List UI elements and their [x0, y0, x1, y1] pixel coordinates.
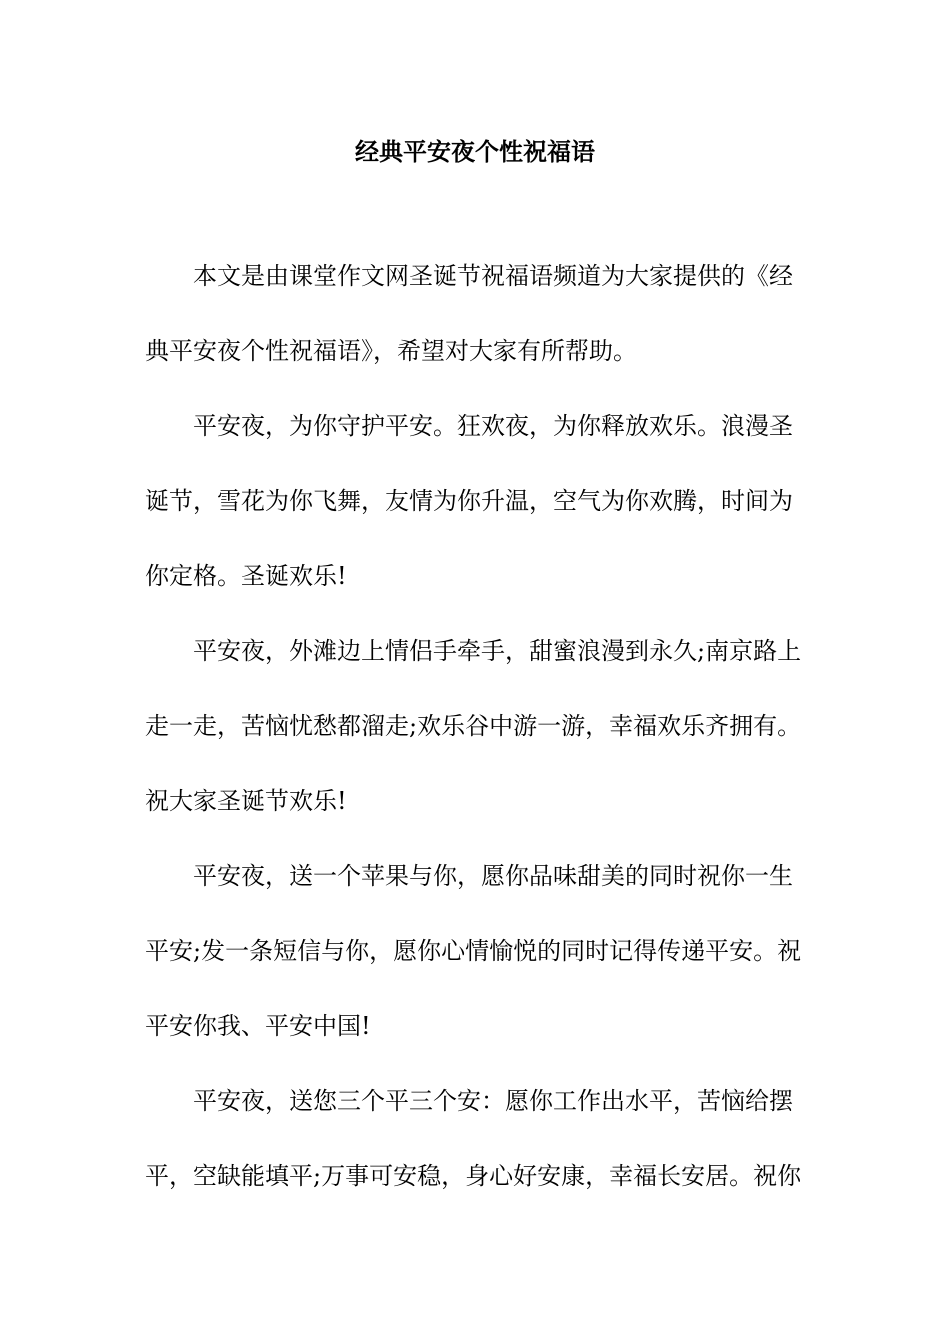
paragraph-3-line-3: 祝大家圣诞节欢乐!	[145, 787, 347, 815]
paragraph-2-line-1: 平安夜，为你守护平安。狂欢夜，为你释放欢乐。浪漫圣	[193, 412, 793, 440]
paragraph-1-line-1: 本文是由课堂作文网圣诞节祝福语频道为大家提供的《经	[193, 262, 793, 290]
document-title: 经典平安夜个性祝福语	[355, 138, 595, 166]
paragraph-2-line-3: 你定格。圣诞欢乐!	[145, 562, 347, 590]
paragraph-5-line-2: 平，空缺能填平;万事可安稳，身心好安康，幸福长安居。祝你	[145, 1162, 802, 1190]
paragraph-4-line-1: 平安夜，送一个苹果与你，愿你品味甜美的同时祝你一生	[193, 862, 793, 890]
paragraph-4-line-2: 平安;发一条短信与你，愿你心情愉悦的同时记得传递平安。祝	[145, 937, 802, 965]
paragraph-3-line-2: 走一走，苦恼忧愁都溜走;欢乐谷中游一游，幸福欢乐齐拥有。	[145, 712, 802, 740]
paragraph-3-line-1: 平安夜，外滩边上情侣手牵手，甜蜜浪漫到永久;南京路上	[193, 637, 802, 665]
paragraph-4-line-3: 平安你我、平安中国!	[145, 1012, 371, 1040]
paragraph-2-line-2: 诞节，雪花为你飞舞，友情为你升温，空气为你欢腾，时间为	[145, 487, 793, 515]
paragraph-1-line-2: 典平安夜个性祝福语》，希望对大家有所帮助。	[145, 337, 637, 365]
paragraph-5-line-1: 平安夜，送您三个平三个安：愿你工作出水平，苦恼给摆	[193, 1087, 793, 1115]
